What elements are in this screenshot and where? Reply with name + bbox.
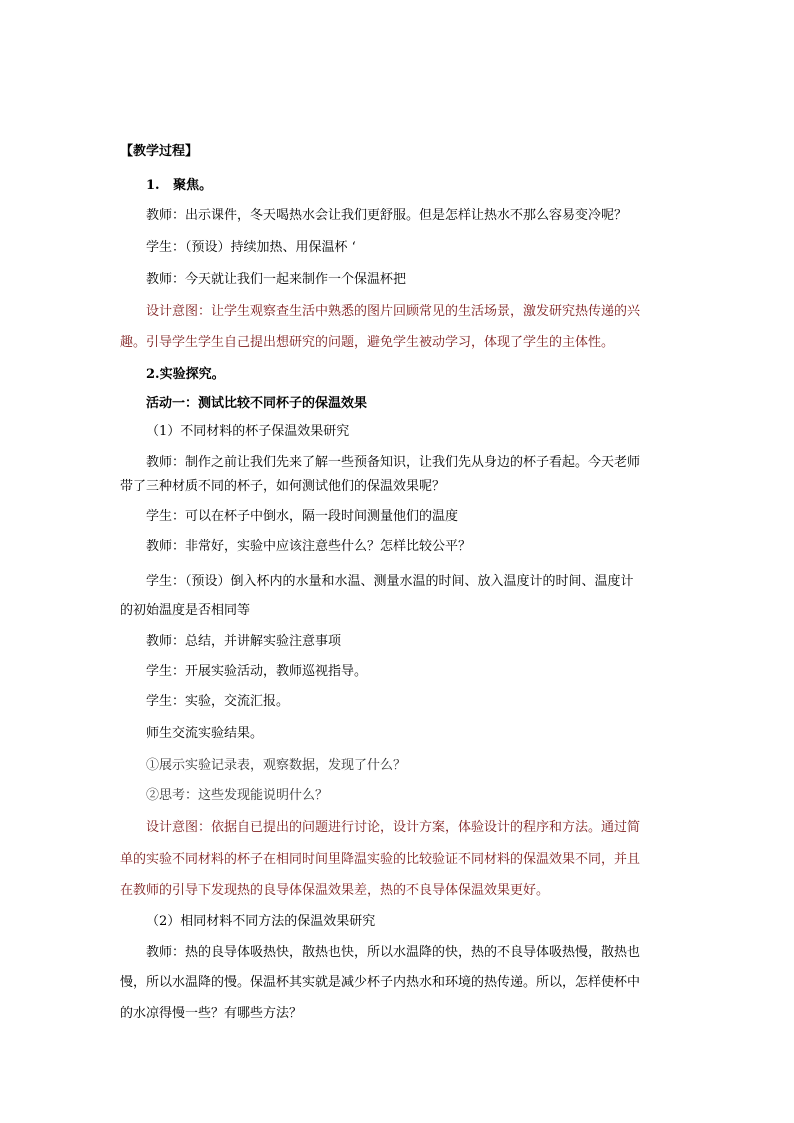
paragraph-student-4: 学生：开展实验活动，教师巡视指导。 [146, 664, 368, 679]
paragraph-teacher-5: 教师：总结，并讲解实验注意事项 [146, 634, 342, 649]
paragraph-teacher-3-line1: 教师：制作之前让我们先来了解一些预备知识，让我们先从身边的杯子看起。今天老师 [146, 455, 641, 470]
step1-title: 聚焦。 [173, 178, 213, 193]
paragraph-results: 师生交流实验结果。 [146, 726, 264, 741]
activity1-heading: 活动一：测试比较不同杯子的保温效果 [146, 396, 368, 411]
design-intent-1-line2: 趣。引导学生学生自己提出想研究的问题，避免学生被动学习，体现了学生的主体性。 [120, 335, 615, 350]
design-intent-2-line3: 在教师的引导下发现热的良导体保温效果差，热的不良导体保温效果更好。 [120, 883, 550, 898]
paragraph-teacher-4: 教师：非常好，实验中应该注意些什么？怎样比较公平？ [146, 539, 472, 554]
paragraph-student-3-line2: 的初始温度是否相同等 [120, 603, 251, 618]
paragraph-student-3-line1: 学生：（预设）倒入杯内的水量和水温、测量水温的时间、放入温度计的时间、温度计 [146, 574, 634, 589]
paragraph-teacher-2: 教师：今天就让我们一起来制作一个保温杯把 [146, 272, 407, 287]
paragraph-teacher-1: 教师：出示课件，冬天喝热水会让我们更舒服。但是怎样让热水不那么容易变冷呢？ [146, 208, 628, 223]
paragraph-teacher-6-line1: 教师：热的良导体吸热快，散热也快，所以水温降的快，热的不良导体吸热慢，散热也 [146, 945, 641, 960]
paragraph-student-2: 学生：可以在杯子中倒水，隔一段时间测量他们的温度 [146, 509, 459, 524]
design-intent-2-line2: 单的实验不同材料的杯子在相同时间里降温实验的比较验证不同材料的保温效果不同，并且 [120, 852, 641, 867]
subsection-2: （2）相同材料不同方法的保温效果研究 [146, 914, 376, 929]
paragraph-teacher-3-line2: 带了三种材质不同的杯子，如何测试他们的保温效果呢？ [120, 479, 446, 494]
paragraph-student-1: 学生：（预设）持续加热、用保温杯 ‘ [146, 240, 356, 255]
paragraph-teacher-6-line3: 的水凉得慢一些？有哪些方法？ [120, 1006, 303, 1021]
section-title: 【教学过程】 [120, 144, 199, 159]
design-intent-1-line1: 设计意图：让学生观察查生活中熟悉的图片回顾常见的生活场景，激发研究热传递的兴 [146, 304, 641, 319]
step1-heading [146, 178, 212, 194]
subsection-1: （1）不同材料的杯子保温效果研究 [146, 424, 350, 439]
paragraph-teacher-6-line2: 慢，所以水温降的慢。保温杯其实就是减少杯子内热水和环境的热传递。所以，怎样使杯中 [120, 975, 641, 990]
question-1: ①展示实验记录表，观察数据，发现了什么？ [146, 758, 407, 773]
question-2: ②思考：这些发现能说明什么？ [146, 788, 329, 803]
step1-number: 1. [146, 178, 160, 193]
paragraph-student-5: 学生：实验，交流汇报。 [146, 694, 290, 709]
design-intent-2-line1: 设计意图：依据自已提出的问题进行讨论，设计方案，体验设计的程序和方法。通过简 [146, 820, 641, 835]
step2-heading: 2.实验探究。 [146, 367, 225, 382]
